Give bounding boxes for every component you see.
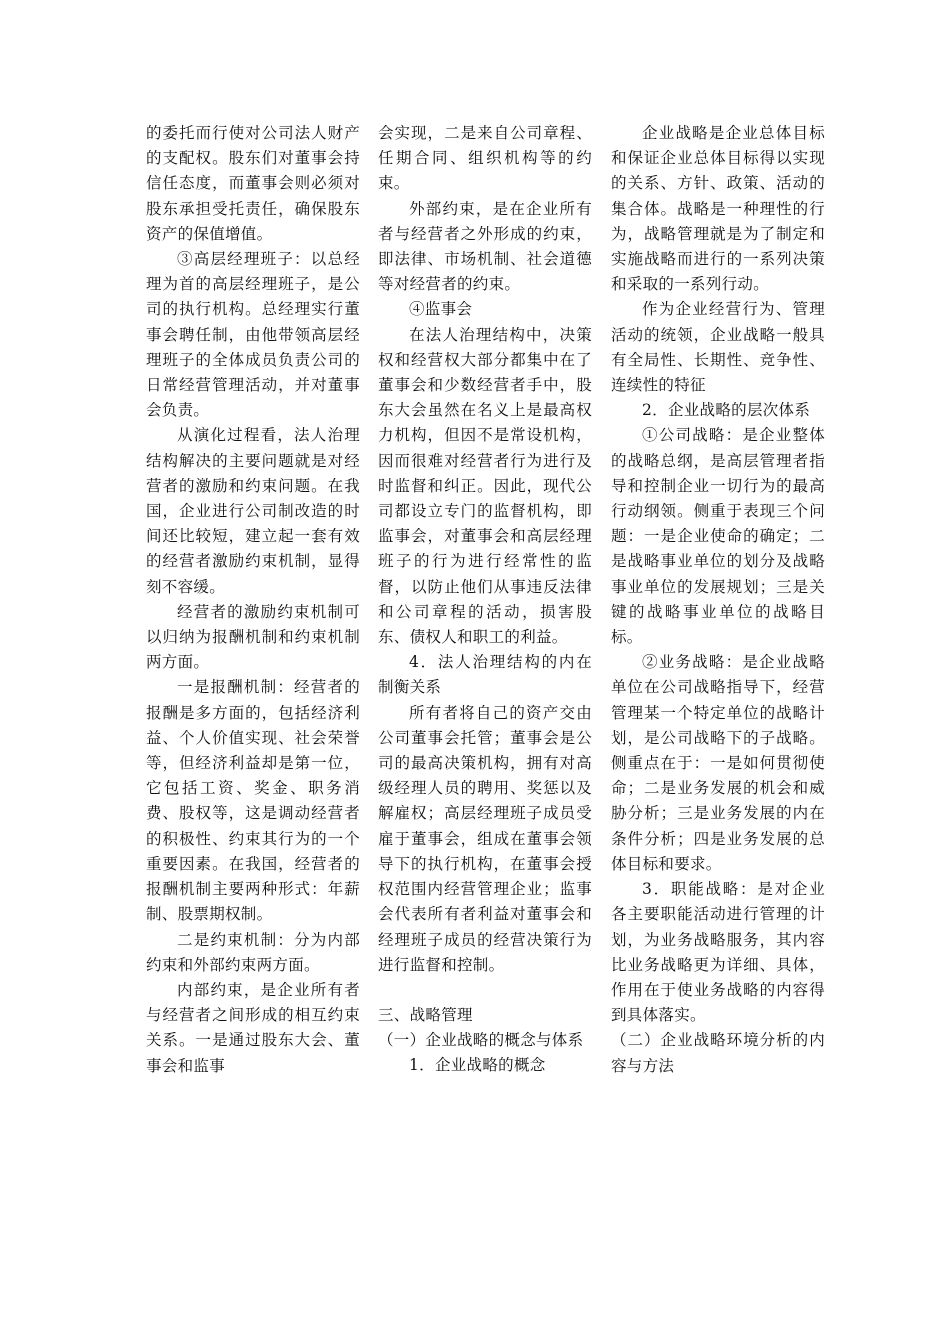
paragraph: 二是约束机制：分为内部约束和外部约束两方面。 [146, 930, 360, 974]
paragraph: 的委托而行使对公司法人财产的支配权。股东们对董事会持信任态度，而董事会则必须对股东承担受托责任，确保股东资产的保值增值。 [146, 124, 360, 243]
paragraph: ③高层经理班子：以总经理为首的高层经理班子，是公司的执行机构。总经理实行董事会聘任制，由他带领高层经理班子的全体成员负责公司的日常经营管理活动，并对董事会负责。 [146, 250, 360, 420]
paragraph: 3．职能战略：是对企业各主要职能活动进行管理的计划，为业务战略服务，其内容比业务战略更为详细、具体，作用在于使业务战略的内容得到具体落实。 [611, 880, 825, 1025]
paragraph: 从演化过程看，法人治理结构解决的主要问题就是对经营者的激励和约束问题。在我国，企业进行公司制改造的时间还比较短，建立起一套有效的经营者激励约束机制，显得刻不容缓。 [146, 426, 360, 596]
paragraph: 作为企业经营行为、管理活动的统领，企业战略一般具有全局性、长期性、竞争性、连续性的特征 [611, 300, 825, 395]
paragraph: 会实现，二是来自公司章程、任期合同、组织机构等的约束。 [378, 124, 592, 193]
paragraph: 一是报酬机制：经营者的报酬是多方面的，包括经济利益、个人价值实现、社会荣誉等，但经济利益却是第一位，它包括工资、奖金、职务消费、股权等，这是调动经营者的积极性、约束其行为的一个重要因素。在我国，经营者的报酬机制主要两种形式：年薪制、股票期权制。 [146, 678, 360, 924]
text-column-middle [378, 121, 592, 1079]
paragraph: ①公司战略：是企业整体的战略总纲，是高层管理者指导和控制企业一切行为的最高行动纲领。侧重于表现三个问题：一是企业使命的确定；二是战略事业单位的划分及战略事业单位的发展规划；三是关键的战略事业单位的战略目标。 [611, 426, 825, 647]
section-heading-environment-analysis: （二）企业战略环境分析的内容与方法 [611, 1031, 825, 1075]
section-heading-strategy-levels: 2．企业战略的层次体系 [642, 401, 811, 420]
section-heading-checks-balances: 4．法人治理结构的内在制衡关系 [378, 653, 592, 697]
paragraph: 外部约束，是在企业所有者与经营者之外形成的约束，即法律、市场机制、社会道德等对经营者的约束。 [378, 199, 592, 294]
paragraph: 内部约束，是企业所有者与经营者之间形成的相互约束关系。一是通过股东大会、董事会和监事 [146, 980, 360, 1075]
paragraph: 所有者将自己的资产交由公司董事会托管；董事会是公司的最高决策机构，拥有对高级经理人员的聘用、奖惩以及解雇权；高层经理班子成员受雇于董事会，组成在董事会领导下的执行机构，在董事会授权范围内经营管理企业；监事会代表所有者利益对董事会和经理班子成员的经营决策行为进行监督和控制。 [378, 703, 592, 974]
section-heading-strategy-definition: 1．企业战略的概念 [409, 1056, 546, 1075]
text-column-left [146, 121, 360, 1079]
paragraph: ②业务战略：是企业战略单位在公司战略指导下，经营管理某一个特定单位的战略计划，是公司战略下的子战略。侧重点在于：一是如何贯彻使命；二是业务发展的机会和威胁分析；三是业务发展的内在条件分析；四是业务发展的总体目标和要求。 [611, 653, 825, 873]
paragraph: 经营者的激励约束机制可以归纳为报酬机制和约束机制两方面。 [146, 602, 360, 672]
paragraph: 在法人治理结构中，决策权和经营权大部分都集中在了董事会和少数经营者手中，股东大会虽然在名义上是最高权力机构，但因不是常设机构，因而很难对经营者行为进行及时监督和纠正。因此，现代公司都设立专门的监督机构，即监事会，对董事会和高层经理班子的行为进行经常性的监督，以防止他们从事违反法律和公司章程的活动，损害股东、债权人和职工的利益。 [378, 325, 592, 647]
text-column-right [611, 121, 825, 1079]
section-heading-strategic-management: 三、战略管理 [378, 1005, 473, 1024]
blank-line [378, 978, 592, 1003]
section-heading-supervisory-board: ④监事会 [409, 300, 473, 319]
paragraph: 企业战略是企业总体目标和保证企业总体目标得以实现的关系、方针、政策、活动的集合体。战略是一种理性的行为，战略管理就是为了制定和实施战略而进行的一系列决策和采取的一系列行动。 [611, 124, 825, 294]
section-heading-strategy-concept: （一）企业战略的概念与体系 [378, 1031, 584, 1050]
